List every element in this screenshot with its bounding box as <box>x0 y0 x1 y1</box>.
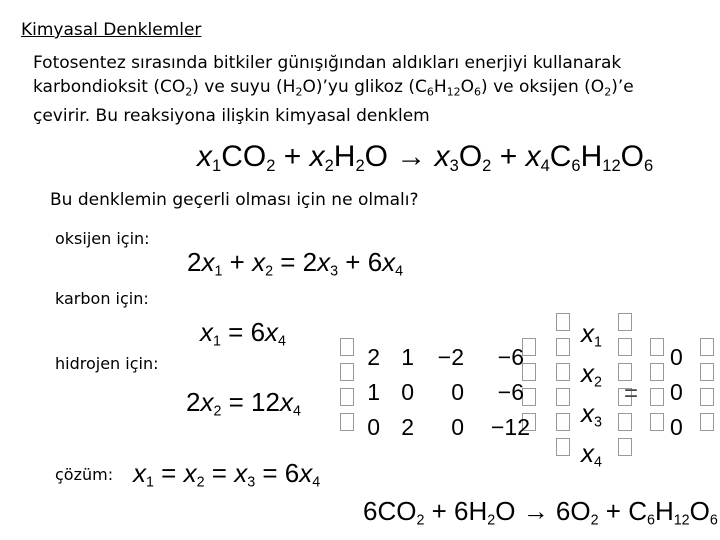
bracket-glyph <box>700 388 714 406</box>
bracket-glyph <box>556 313 570 331</box>
bracket-glyph <box>650 338 664 356</box>
bracket-glyph <box>618 338 632 356</box>
matrix-cell: −2 <box>437 344 464 370</box>
bracket-glyph <box>556 413 570 431</box>
bracket-glyph <box>618 313 632 331</box>
bracket-glyph <box>650 388 664 406</box>
bracket-glyph <box>522 338 536 356</box>
bracket-glyph <box>556 388 570 406</box>
carbon-label: karbon için: <box>55 289 149 308</box>
oxygen-label: oksijen için: <box>55 229 150 248</box>
question-text: Bu denklemin geçerli olması için ne olmalı? <box>50 190 419 210</box>
bracket-glyph <box>522 363 536 381</box>
hydrogen-equation: $2x_2 = 12x_4$ <box>186 387 301 420</box>
balanced-equation: $6CO_2 + 6H_2O \to 6O_2 + C_6H_{12}O_6$ <box>363 496 718 529</box>
bracket-glyph <box>618 413 632 431</box>
bracket-glyph <box>700 338 714 356</box>
solution-equation: $x_1 = x_2 = x_3 = 6x_4$ <box>133 458 321 491</box>
bracket-glyph <box>700 413 714 431</box>
bracket-glyph <box>556 338 570 356</box>
bracket-glyph <box>618 363 632 381</box>
bracket-glyph <box>522 388 536 406</box>
solution-label: çözüm: <box>55 465 114 484</box>
bracket-glyph <box>556 438 570 456</box>
matrix-cell: −6 <box>497 379 524 405</box>
page-title: Kimyasal Denklemler <box>21 20 202 40</box>
matrix-cell: 1 <box>401 344 414 370</box>
bracket-glyph <box>618 438 632 456</box>
matrix-cell: 0 <box>451 414 464 440</box>
vector-entry: $x_1$ <box>581 318 602 351</box>
matrix-cell: 1 <box>367 379 380 405</box>
rhs-value: 0 <box>670 414 683 440</box>
matrix-cell: 0 <box>401 379 414 405</box>
equals-sign: = <box>624 380 639 407</box>
intro-line-3: çevirir. Bu reaksiyona ilişkin kimyasal denklem <box>33 106 430 127</box>
bracket-glyph <box>556 363 570 381</box>
matrix-cell: −12 <box>490 414 530 440</box>
matrix-cell: −6 <box>497 344 524 370</box>
reaction-equation: $x_1CO_2 + x_2H_2O \to x_3O_2 + x_4C_6H_{12}O_6$ <box>197 140 654 175</box>
matrix-cell: 2 <box>367 344 380 370</box>
vector-entry: $x_3$ <box>581 398 602 431</box>
matrix-cell: 2 <box>401 414 414 440</box>
intro-line-1: Fotosentez sırasında bitkiler günışığından aldıkları enerjiyi kullanarak <box>33 53 622 73</box>
rhs-value: 0 <box>670 344 683 370</box>
matrix-cell: 0 <box>367 414 380 440</box>
hydrogen-label: hidrojen için: <box>55 354 159 373</box>
bracket-glyph <box>650 413 664 431</box>
bracket-glyph <box>700 363 714 381</box>
vector-entry: $x_4$ <box>581 438 602 471</box>
carbon-equation: $x_1 = 6x_4$ <box>200 317 286 350</box>
bracket-glyph <box>650 363 664 381</box>
rhs-value: 0 <box>670 379 683 405</box>
matrix-cell: 0 <box>451 379 464 405</box>
intro-line-2: karbondioksit $(CO_2)$ ve suyu $(H_2O)’yu$ glikoz $(C_6H_{12}O_6)$ ve oksijen $(O_2)’e$ <box>33 77 634 99</box>
oxygen-equation: $2x_1 + x_2 = 2x_3 + 6x_4$ <box>187 247 404 280</box>
vector-entry: $x_2$ <box>581 358 602 391</box>
